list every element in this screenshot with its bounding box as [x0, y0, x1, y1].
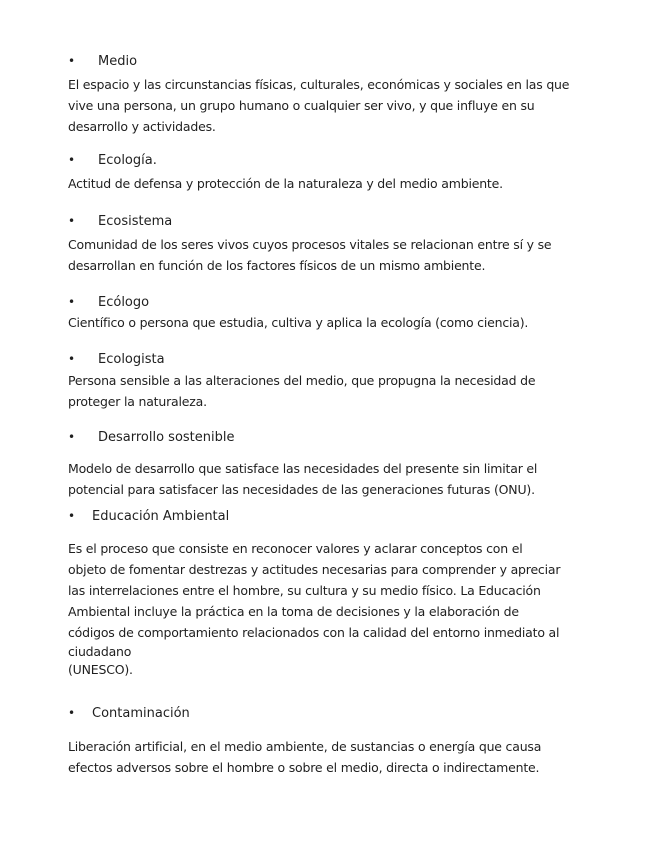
definition-line: potencial para satisfacer las necesidades de las generaciones futuras (ONU).: [68, 482, 535, 497]
term-ecologia: [68, 151, 157, 170]
term-label: Ecologista: [98, 352, 165, 367]
definition-line: Ambiental incluye la práctica en la toma de decisiones y la elaboración de: [68, 604, 519, 619]
definition-line: Científico o persona que estudia, cultiva y aplica la ecología (como ciencia).: [68, 315, 529, 330]
definition-line: El espacio y las circunstancias físicas, culturales, económicas y sociales en las que: [68, 77, 570, 92]
term-contaminacion: [68, 704, 190, 723]
term-label: Desarrollo sostenible: [98, 430, 235, 445]
definition-line: Actitud de defensa y protección de la naturaleza y del medio ambiente.: [68, 176, 503, 191]
definition-ecologo: [68, 312, 608, 333]
definition-line: códigos de comportamiento relacionados con la calidad del entorno inmediato al: [68, 625, 560, 640]
definition-line: (UNESCO).: [68, 662, 133, 677]
term-desarrollo-sostenible: [68, 428, 235, 447]
bullet-icon: •: [68, 295, 76, 309]
bullet-icon: •: [68, 153, 76, 167]
term-medio: [68, 52, 137, 71]
definition-line: Es el proceso que consiste en reconocer valores y aclarar conceptos con el: [68, 541, 523, 556]
definition-line: Liberación artificial, en el medio ambiente, de sustancias o energía que causa: [68, 739, 542, 754]
bullet-icon: •: [68, 214, 76, 228]
definition-line: Comunidad de los seres vivos cuyos procesos vitales se relacionan entre sí y se: [68, 237, 552, 252]
definition-line: proteger la naturaleza.: [68, 394, 207, 409]
term-label: Ecólogo: [98, 295, 150, 310]
definition-line: vive una persona, un grupo humano o cualquier ser vivo, y que influye en su: [68, 98, 535, 113]
definition-contaminacion: [68, 736, 608, 778]
bullet-icon: •: [68, 509, 76, 523]
definition-line: objeto de fomentar destrezas y actitudes necesarias para comprender y apreciar: [68, 562, 561, 577]
term-label: Contaminación: [92, 706, 190, 721]
definition-line: efectos adversos sobre el hombre o sobre el medio, directa o indirectamente.: [68, 760, 540, 775]
term-educacion-ambiental: [68, 507, 229, 526]
term-ecosistema: [68, 212, 172, 231]
bullet-icon: •: [68, 706, 76, 720]
term-label: Educación Ambiental: [92, 509, 230, 524]
term-label: Ecología.: [98, 153, 157, 168]
definition-ecologista: [68, 370, 608, 412]
term-label: Medio: [98, 54, 138, 69]
definition-ecologia: [68, 173, 608, 194]
definition-medio: [68, 74, 608, 137]
bullet-icon: •: [68, 430, 76, 444]
definition-line: las interrelaciones entre el hombre, su cultura y su medio físico. La Educación: [68, 583, 541, 598]
definition-line: ciudadano: [68, 644, 132, 659]
definition-line: desarrollo y actividades.: [68, 119, 216, 134]
term-label: Ecosistema: [98, 214, 173, 229]
definition-line: desarrollan en función de los factores físicos de un mismo ambiente.: [68, 258, 486, 273]
definition-line: Persona sensible a las alteraciones del medio, que propugna la necesidad de: [68, 373, 536, 388]
definition-line: Modelo de desarrollo que satisface las necesidades del presente sin limitar el: [68, 461, 538, 476]
definition-educacion-ambiental: [68, 538, 608, 680]
definition-ecosistema: [68, 234, 608, 276]
definition-desarrollo-sostenible: [68, 458, 608, 500]
term-ecologo: [68, 293, 149, 312]
bullet-icon: •: [68, 352, 76, 366]
bullet-icon: •: [68, 54, 76, 68]
term-ecologista: [68, 350, 165, 369]
